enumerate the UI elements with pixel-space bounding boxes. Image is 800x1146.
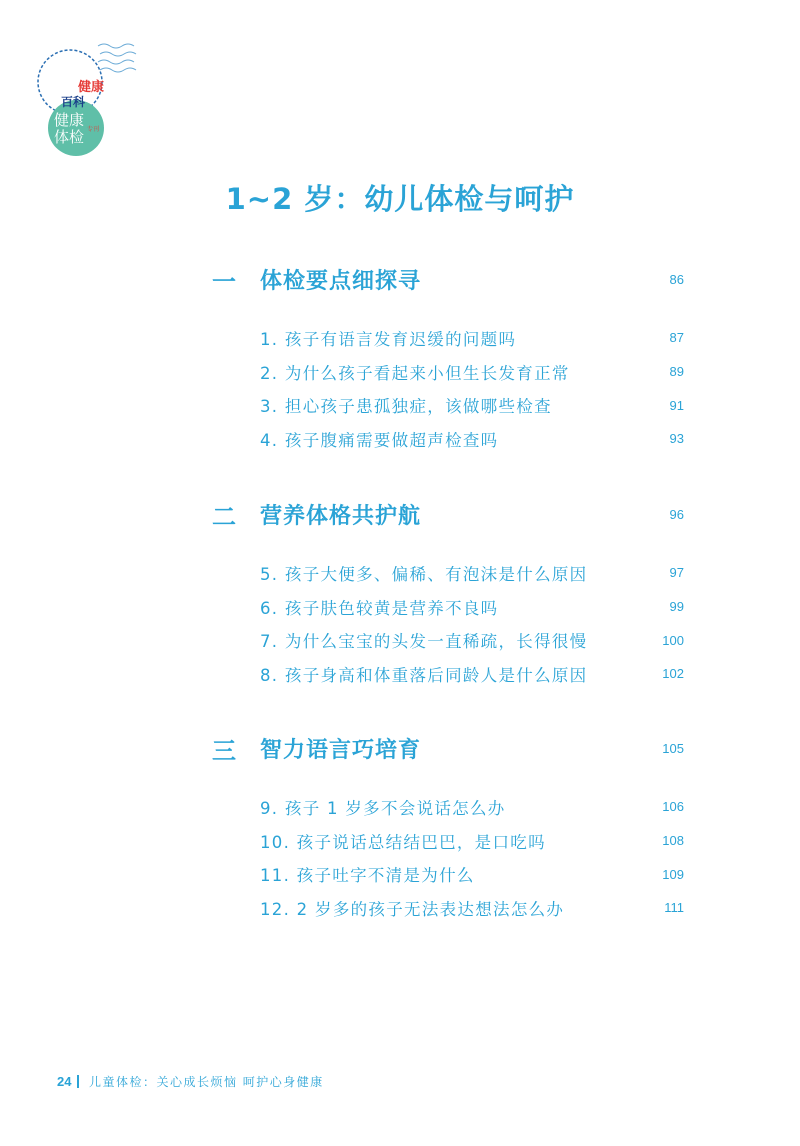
section-header[interactable] [212,731,684,765]
toc-item[interactable] [260,790,684,824]
toc-item[interactable] [260,388,684,422]
section-header[interactable] [212,497,684,531]
toc-item-list [260,321,684,456]
toc-item-label: 5. 孩子大便多、偏稀、有泡沫是什么原因 [260,564,588,584]
toc-item[interactable] [260,857,684,891]
toc-item-label: 1. 孩子有语言发育迟缓的问题吗 [260,329,517,349]
toc-item-label: 10. 孩子说话总结结巴巴，是口吃吗 [260,832,546,852]
footer-book-title: 儿童体检：关心成长烦恼 呵护心身健康 [88,1075,324,1089]
toc-item-label: 4. 孩子腹痛需要做超声检查吗 [260,430,499,450]
toc-item-page: 91 [669,397,684,413]
toc-item-page: 87 [669,330,684,346]
toc-item-label: 3. 担心孩子患孤独症，该做哪些检查 [260,397,552,417]
logo-badge-small: 专刊 [87,126,100,133]
logo-middle-text: 百科 [61,95,86,109]
section-page-number: 105 [662,740,684,756]
toc-item-page: 89 [669,364,684,380]
toc-item[interactable] [260,321,684,355]
toc-item[interactable] [260,590,684,624]
toc-item-label: 8. 孩子身高和体重落后同龄人是什么原因 [260,665,588,685]
toc-item-label: 12. 2 岁多的孩子无法表达想法怎么办 [260,899,565,919]
toc-item-page: 100 [662,632,684,648]
toc-item[interactable] [260,355,684,389]
toc-item[interactable] [260,422,684,456]
logo-top-text: 健康 [78,80,105,95]
toc-section-2 [212,497,684,685]
page-footer [57,1073,324,1090]
section-number: 二 [212,502,236,531]
section-title: 体检要点细探寻 [260,268,422,294]
health-stamp-icon [26,38,138,158]
section-title: 智力语言巧培育 [260,737,422,763]
toc-item[interactable] [260,891,684,925]
toc-item-page: 106 [662,799,684,815]
toc-item-label: 2. 为什么孩子看起来小但生长发育正常 [260,363,570,383]
toc-item-page: 99 [669,599,684,615]
section-title: 营养体格共护航 [260,503,422,529]
logo-badge-line1: 健康 [54,111,85,129]
toc-item[interactable] [260,657,684,691]
toc-item-list [260,790,684,925]
toc-item-page: 109 [662,866,684,882]
toc-item-page: 93 [669,431,684,447]
page-title: 1~2 岁：幼儿体检与呵护 [225,182,575,216]
toc-item[interactable] [260,824,684,858]
toc-item[interactable] [260,623,684,657]
toc-item-list [260,556,684,691]
logo-badge-line2: 体检 [54,128,85,146]
footer-divider [77,1075,79,1088]
toc-item-page: 108 [662,833,684,849]
footer-page-number: 24 [57,1074,72,1089]
toc-item-label: 6. 孩子肤色较黄是营养不良吗 [260,598,499,618]
toc-item-page: 102 [662,666,684,682]
toc-section-1 [212,262,684,450]
toc-item-label: 9. 孩子 1 岁多不会说话怎么办 [260,798,506,818]
toc-section-3 [212,731,684,919]
section-number: 三 [212,736,236,765]
toc-item-label: 7. 为什么宝宝的头发一直稀疏，长得很慢 [260,632,588,652]
toc-item-label: 11. 孩子吐字不清是为什么 [260,866,475,886]
section-number: 一 [212,267,236,296]
toc-item-page: 97 [669,565,684,581]
section-header[interactable] [212,262,684,296]
section-page-number: 86 [669,271,684,287]
logo [26,38,138,158]
toc-item[interactable] [260,556,684,590]
toc-item-page: 111 [664,900,684,916]
section-page-number: 96 [669,506,684,522]
